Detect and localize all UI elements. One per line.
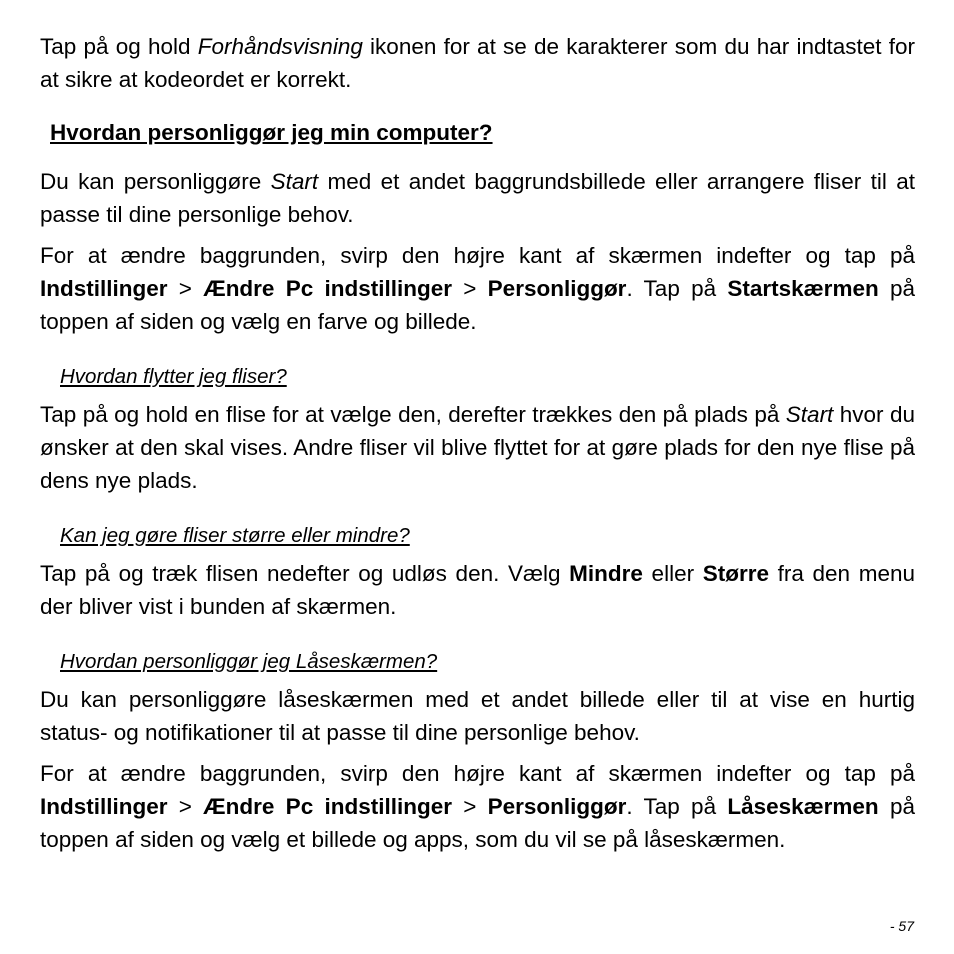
text-run: . Tap på — [626, 276, 728, 301]
section-heading-text: Hvordan personliggør jeg min computer? — [50, 120, 493, 145]
bold-term: Låseskærmen — [727, 794, 879, 819]
separator: > — [451, 794, 488, 819]
bold-term: Startskærmen — [727, 276, 879, 301]
bold-term: Mindre — [569, 561, 643, 586]
intro-paragraph — [40, 30, 915, 96]
separator: > — [452, 276, 488, 301]
text-run: . Tap på — [626, 794, 728, 819]
resize-tiles-paragraph — [40, 557, 915, 623]
text-run: Du kan personliggøre — [40, 169, 271, 194]
italic-term: Start — [785, 402, 834, 427]
text-run: Tap på og træk flisen nedefter og udløs den. Vælg — [40, 561, 570, 586]
bold-term: Større — [702, 561, 769, 586]
text-run: hvor du ønsker at den skal vises. Andre fliser vil blive flyttet for at gøre plads for den nye flise på dens nye plads. — [40, 402, 915, 493]
text-run: For at ændre baggrunden, svirp den højre kant af skærmen indefter og tap på — [40, 761, 915, 786]
section-heading — [50, 116, 915, 149]
bold-term: Personliggør — [487, 794, 627, 819]
bold-term: Ændre Pc indstillinger — [203, 276, 452, 301]
separator: > — [167, 276, 204, 301]
intro-text-rest: ikonen for at se de karakterer som du har indtastet for at sikre at kodeordet er korrekt. — [40, 34, 916, 92]
italic-term: Start — [270, 169, 319, 194]
document-page — [40, 30, 915, 856]
text-run: For at ændre baggrunden, svirp den højre kant af skærmen indefter og tap på — [40, 243, 915, 268]
text-run: på toppen af siden og vælg en farve og billede. — [40, 276, 916, 334]
bold-term: Ændre Pc indstillinger — [203, 794, 452, 819]
text-run: på toppen af siden og vælg et billede og apps, som du vil se på låseskærmen. — [40, 794, 915, 852]
text-run: fra den menu der bliver vist i bunden af skærmen. — [40, 561, 915, 619]
subheading-resize-tiles — [60, 521, 915, 551]
text-run: Tap på og hold en flise for at vælge den, derefter trækkes den på plads på — [40, 402, 786, 427]
text-run: med et andet baggrundsbillede eller arrangere fliser til at passe til dine personlige behov. — [40, 169, 915, 227]
subheading-lock-screen — [60, 647, 915, 677]
separator: > — [167, 794, 204, 819]
move-tiles-paragraph — [40, 398, 915, 497]
intro-italic-term: Forhåndsvisning — [197, 34, 363, 59]
intro-text: Tap på og hold — [40, 34, 198, 59]
section-paragraph-1 — [40, 165, 915, 231]
lock-screen-paragraph-2 — [40, 757, 915, 856]
section-paragraph-2 — [40, 239, 915, 338]
bold-term: Indstillinger — [40, 276, 168, 301]
subheading-text: Hvordan flytter jeg fliser? — [60, 365, 287, 388]
subheading-move-tiles — [60, 362, 915, 392]
subheading-text: Kan jeg gøre fliser større eller mindre? — [60, 524, 410, 547]
subheading-text: Hvordan personliggør jeg Låseskærmen? — [60, 650, 438, 673]
page-number: - 57 — [889, 918, 914, 934]
bold-term: Indstillinger — [40, 794, 168, 819]
text-run: eller — [642, 561, 703, 586]
lock-screen-paragraph-1: Du kan personliggøre låseskærmen med et andet billede eller til at vise en hurtig status- og notifikationer til at passe til dine personlige behov. — [40, 687, 915, 745]
bold-term: Personliggør — [487, 276, 627, 301]
